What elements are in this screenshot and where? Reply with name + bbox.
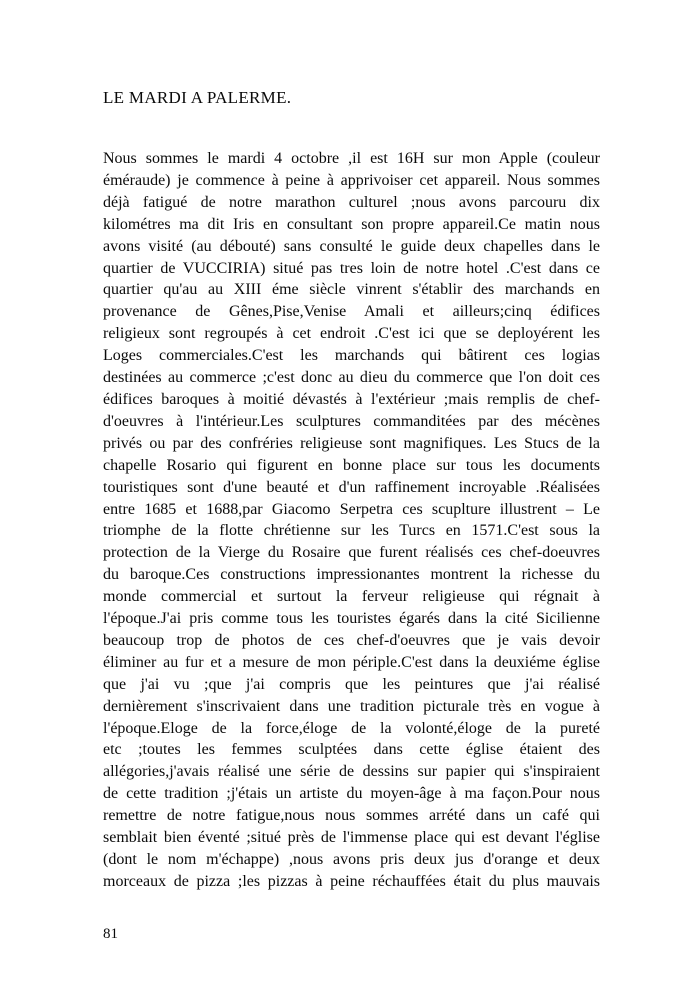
text-line: d'oeuvres à l'intérieur.Les sculptures commanditées par des mécènes — [103, 412, 600, 430]
text-line: protection de la Vierge du Rosaire que furent réalisés ces chef-doeuvres — [103, 544, 600, 562]
text-line: etc ;toutes les femmes sculptées dans cette église étaient des — [103, 741, 600, 759]
text-line: morceaux de pizza ;les pizzas à peine réchauffées était du plus mauvais — [103, 872, 600, 890]
text-line: l'époque.Eloge de la force,éloge de la volonté,éloge de la pureté — [103, 719, 600, 737]
text-line: déjà fatigué de notre marathon culturel ;nous avons parcouru dix — [103, 193, 600, 211]
text-line: religieux sont regroupés à cet endroit .C'est ici que se deployérent les — [103, 325, 600, 343]
text-line: allégories,j'avais réalisé une série de dessins sur papier qui s'inspiraient — [103, 763, 600, 781]
text-line: chapelle Rosario qui figurent en bonne place sur tous les documents — [103, 456, 600, 474]
text-line: avons visité (au débouté) sans consulté le guide deux chapelles dans le — [103, 237, 600, 255]
page-title: LE MARDI A PALERME. — [103, 88, 292, 107]
text-line: entre 1685 et 1688,par Giacomo Serpetra ces scuplture illustrent – Le — [103, 500, 600, 518]
text-line: kilométres ma dit Iris en consultant son propre appareil.Ce matin nous — [103, 215, 600, 233]
text-line: de cette tradition ;j'étais un artiste du moyen-âge à ma façon.Pour nous — [103, 785, 600, 803]
text-line: provenance de Gênes,Pise,Venise Amali et ailleurs;cinq édifices — [103, 303, 600, 321]
body-text — [103, 148, 600, 893]
text-line: remettre de notre fatigue,nous nous sommes arrété dans un café qui — [103, 807, 600, 825]
text-line: dernièrement s'inscrivaient dans une tradition picturale très en vogue à — [103, 697, 600, 715]
text-line: du baroque.Ces constructions impressionantes montrent la richesse du — [103, 566, 600, 584]
text-line: quartier qu'au au XIII éme siècle vinrent s'établir des marchands en — [103, 281, 600, 299]
text-line: Nous sommes le mardi 4 octobre ,il est 16H sur mon Apple (couleur — [103, 150, 600, 167]
text-line: éméraude) je commence à peine à apprivoiser cet appareil. Nous sommes — [103, 171, 600, 189]
text-line: triomphe de la flotte chrétienne sur les Turcs en 1571.C'est sous la — [103, 522, 600, 540]
text-line: quartier de VUCCIRIA) situé pas tres loin de notre hotel .C'est dans ce — [103, 259, 600, 277]
text-line: (dont le nom m'échappe) ,nous avons pris deux jus d'orange et deux — [103, 851, 600, 868]
text-line: que j'ai vu ;que j'ai compris que les peintures que j'ai réalisé — [103, 675, 600, 693]
text-line: semblait bien éventé ;situé près de l'immense place qui est devant l'église — [103, 829, 600, 847]
text-line: privés ou par des confréries religieuse sont magnifiques. Les Stucs de la — [103, 434, 600, 452]
text-line: touristiques sont d'une beauté et d'un raffinement incroyable .Réalisées — [103, 478, 600, 496]
page-number: 81 — [103, 926, 118, 942]
text-line: destinées au commerce ;c'est donc au dieu du commerce que l'on doit ces — [103, 369, 600, 387]
text-line: monde commercial et surtout la ferveur religieuse qui régnait à — [103, 588, 600, 606]
text-line: beaucoup trop de photos de ces chef-d'oeuvres que je vais devoir — [103, 631, 600, 649]
text-line: Loges commerciales.C'est les marchands qui bâtirent ces logias — [103, 347, 600, 365]
text-line: édifices baroques à moitié dévastés à l'extérieur ;mais remplis de chef- — [103, 390, 600, 408]
text-line: éliminer au fur et a mesure de mon périple.C'est dans la deuxiéme église — [103, 653, 600, 671]
text-line: l'époque.J'ai pris comme tous les touristes égarés dans la cité Sicilienne — [103, 610, 600, 628]
